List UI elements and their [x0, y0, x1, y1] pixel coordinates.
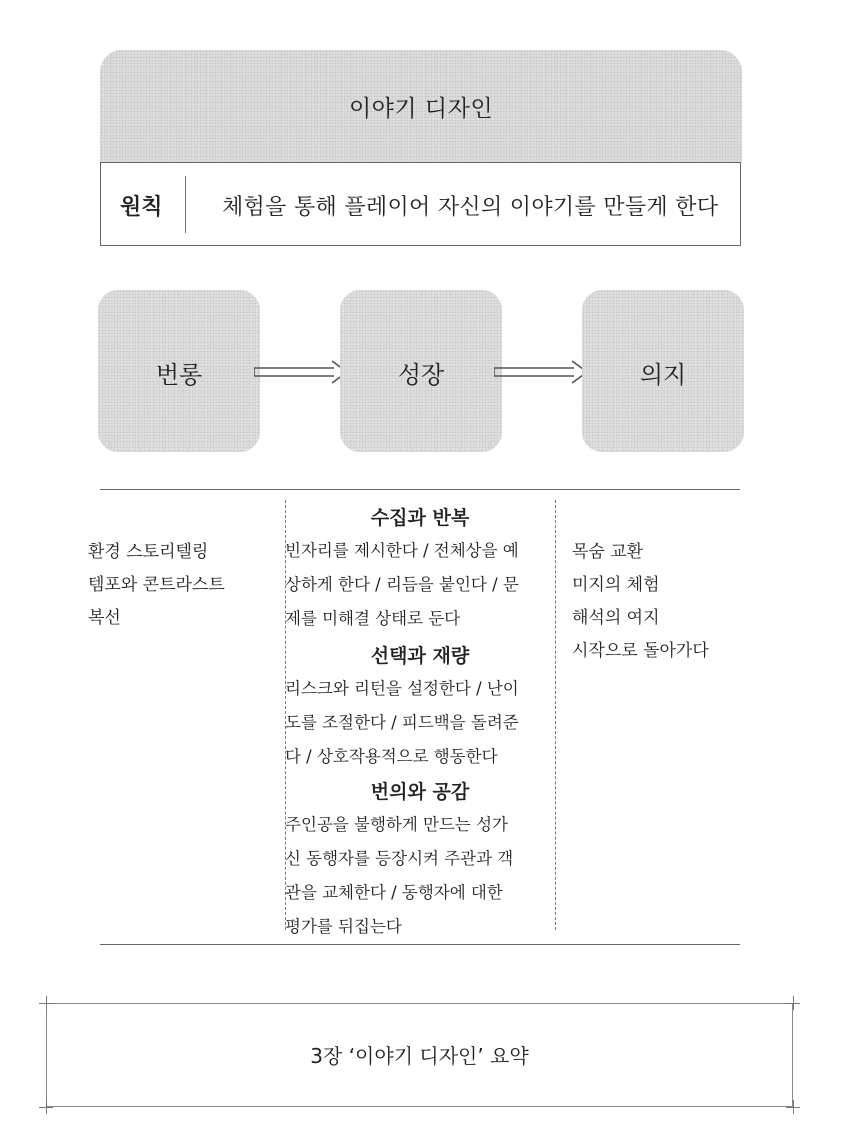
section-body-collect	[285, 534, 557, 636]
right-item: 목숨 교환	[572, 542, 644, 562]
section-rule-top	[100, 489, 740, 490]
body-line: 리스크와 리턴을 설정한다 / 난이	[285, 679, 519, 698]
left-column	[88, 536, 225, 635]
left-item: 환경 스토리텔링	[88, 542, 209, 562]
right-item: 해석의 여지	[572, 608, 660, 628]
section-body-empathy	[285, 808, 557, 944]
principle-divider	[185, 176, 186, 233]
caption-text: 3장 ‘이야기 디자인’ 요약	[310, 1044, 529, 1068]
body-line: 관을 교체한다 / 동행자에 대한	[285, 883, 503, 902]
stage-label-3: 의지	[639, 361, 687, 389]
section-heading-empathy: 번의와 공감	[370, 781, 470, 803]
section-rule-bottom	[100, 944, 740, 945]
stage-label-1: 번롱	[155, 361, 203, 389]
body-line: 제를 미해결 상태로 둔다	[285, 609, 461, 628]
body-line: 다 / 상호작용적으로 행동한다	[285, 747, 498, 766]
right-item: 미지의 체험	[572, 575, 660, 595]
principle-label: 원칙	[120, 195, 163, 220]
stage-label-2: 성장	[397, 361, 445, 389]
principle-text: 체험을 통해 플레이어 자신의 이야기를 만들게 한다	[222, 195, 719, 220]
diagram-title: 이야기 디자인	[348, 96, 494, 122]
body-line: 신 동행자를 등장시켜 주관과 객	[285, 849, 514, 868]
right-item: 시작으로 돌아가다	[572, 641, 709, 661]
left-item: 복선	[88, 608, 121, 628]
flow-arrow-1	[254, 360, 350, 384]
section-heading-collect: 수집과 반복	[370, 507, 470, 529]
body-line: 빈자리를 제시한다 / 전체상을 예	[285, 541, 519, 560]
section-body-choice	[285, 672, 557, 774]
right-column	[572, 536, 709, 668]
section-heading-choice: 선택과 재량	[370, 645, 470, 667]
body-line: 상하게 한다 / 리듬을 붙인다 / 문	[285, 575, 519, 594]
left-item: 템포와 콘트라스트	[88, 575, 225, 595]
body-line: 도를 조절한다 / 피드백을 돌려준	[285, 713, 519, 732]
body-line: 주인공을 불행하게 만드는 성가	[285, 815, 508, 834]
flow-arrow-2	[494, 360, 590, 384]
body-line: 평가를 뒤집는다	[285, 917, 402, 936]
